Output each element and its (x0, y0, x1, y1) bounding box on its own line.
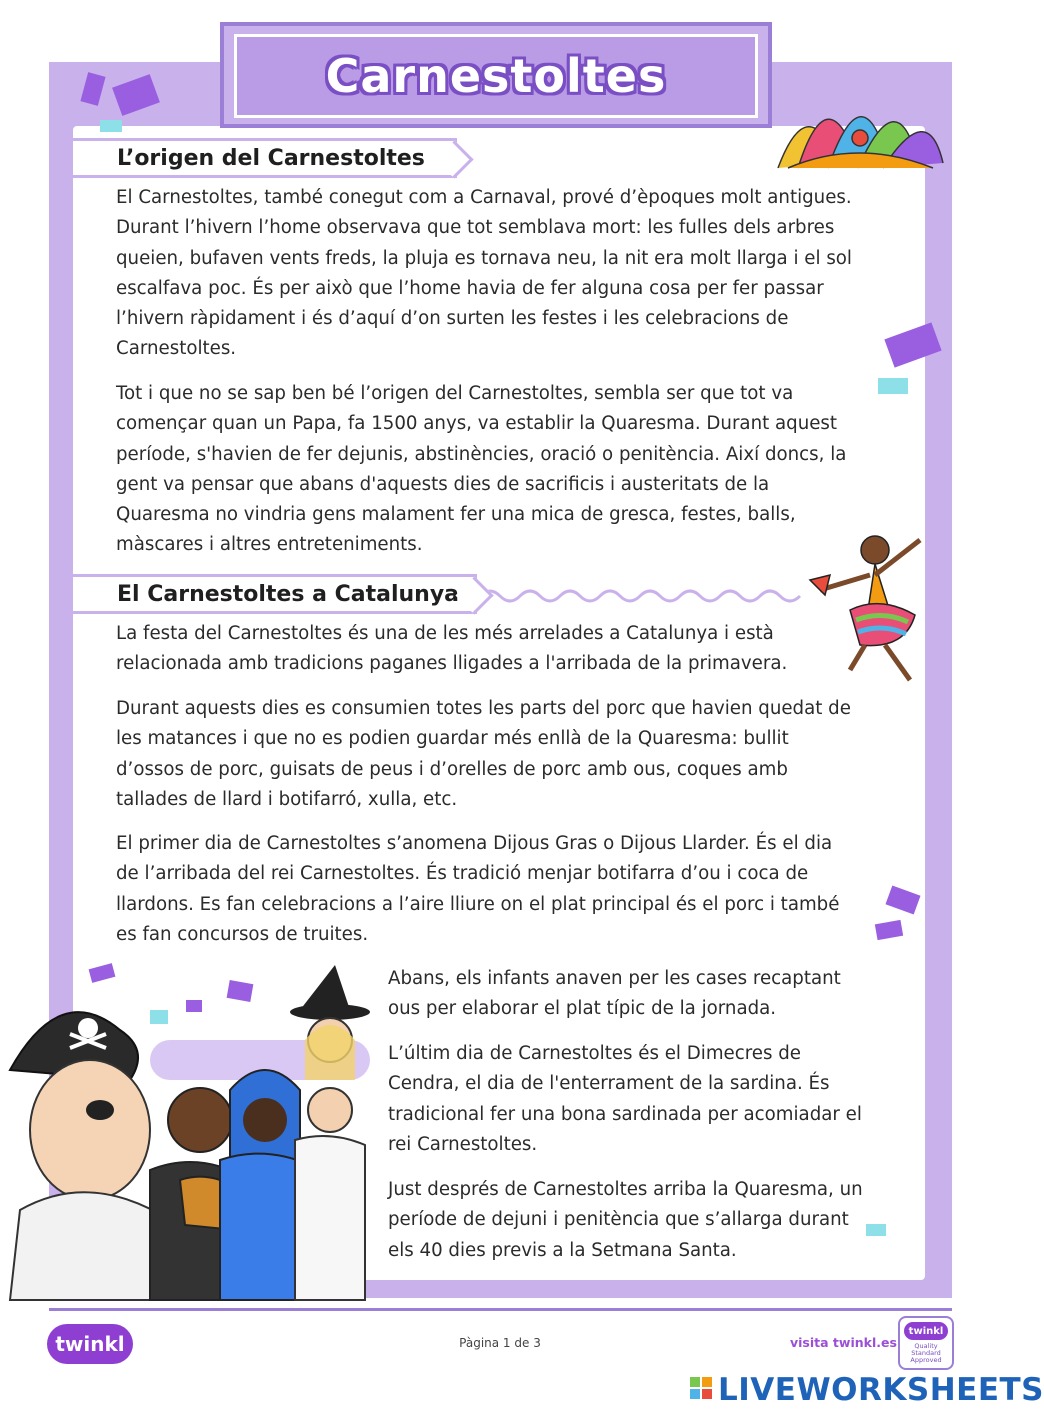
title-box (234, 34, 758, 118)
paragraph: Abans, els infants anaven per les cases recaptant ous per elaborar el plat típic de la jornada. (388, 968, 841, 1020)
paragraph: El Carnestoltes, també conegut com a Carnaval, prové d’èpoques molt antigues. Durant l’hivern l’home observava que tot semblava mort: les fulles dels arbres queien, bufaven vents freds, la pluja es tornava neu, la nit era molt llarga i el sol escalfava poc. És per això que l’home havia de fer alguna cosa per fer passar l’hivern ràpidament i és d’aquí d’on surten les festes i les celebracions de Carnestoltes. (116, 187, 852, 360)
section-heading-text: El Carnestoltes a Catalunya (117, 581, 460, 607)
liveworksheets-watermark: LIVEWORKSHEETS (718, 1372, 1044, 1408)
paragraph: El primer dia de Carnestoltes s’anomena Dijous Gras o Dijous Llarder. És el dia de l’arribada del rei Carnestoltes. És tradició menjar botifarra d’ou i coca de llardons. Es fan celebracions a l’aire lliure on el plat principal és el porc i també es fan concursos de truites. (116, 833, 840, 945)
footer-divider (49, 1308, 952, 1311)
feather-headdress-illustration (768, 68, 948, 178)
paragraph: Just després de Carnestoltes arriba la Quaresma, un període de dejuni i penitència que s’allarga durant els 40 dies previs a la Setmana Santa. (388, 1179, 863, 1261)
badge-text: Quality Standard Approved (910, 1342, 942, 1364)
quality-badge (898, 1316, 954, 1370)
page-number: Pàgina 1 de 3 (459, 1336, 541, 1350)
section-heading-catalunya (73, 574, 477, 614)
liveworksheets-icon (690, 1377, 714, 1401)
visit-link[interactable]: visita twinkl.es (790, 1335, 897, 1350)
wavy-divider (480, 586, 800, 606)
section-heading-text: L’origen del Carnestoltes (117, 145, 425, 171)
twinkl-logo[interactable] (47, 1324, 133, 1364)
section-heading-origin (73, 138, 457, 178)
badge-logo: twinkl (904, 1322, 948, 1340)
paragraph: La festa del Carnestoltes és una de les més arrelades a Catalunya i està relacionada amb tradicions paganes lligades a l'arribada de la primavera. (116, 623, 788, 675)
logo-text: twinkl (55, 1332, 125, 1356)
page-title: Carnestoltes (325, 49, 667, 103)
children-costumes-illustration (0, 970, 380, 1300)
paragraph: Tot i que no se sap ben bé l’origen del Carnestoltes, sembla ser que tot va començar quan un Papa, fa 1500 anys, va establir la Quaresma. Durant aquest període, s'havien de fer dejunis, abstinències, oració o penitència. Així doncs, la gent va pensar que abans d'aquests dies de sacrificis i austeritats de la Quaresma no vindria gens malament fer una mica de gresca, festes, balls, màscares i altres entreteniments. (116, 383, 847, 556)
paragraph: Durant aquests dies es consumien totes les parts del porc que havien quedat de les matances i que no es podien guardar més enllà de la Quaresma: bullit d’ossos de porc, guisats de peus i d’orelles de porc amb ous, coques amb tallades de llard i botifarró, xulla, etc. (116, 698, 851, 810)
paragraph: L’últim dia de Carnestoltes és el Dimecres de Cendra, el dia de l'enterrament de la sardina. És tradicional fer una bona sardinada per acomiadar el rei Carnestoltes. (388, 1043, 862, 1155)
